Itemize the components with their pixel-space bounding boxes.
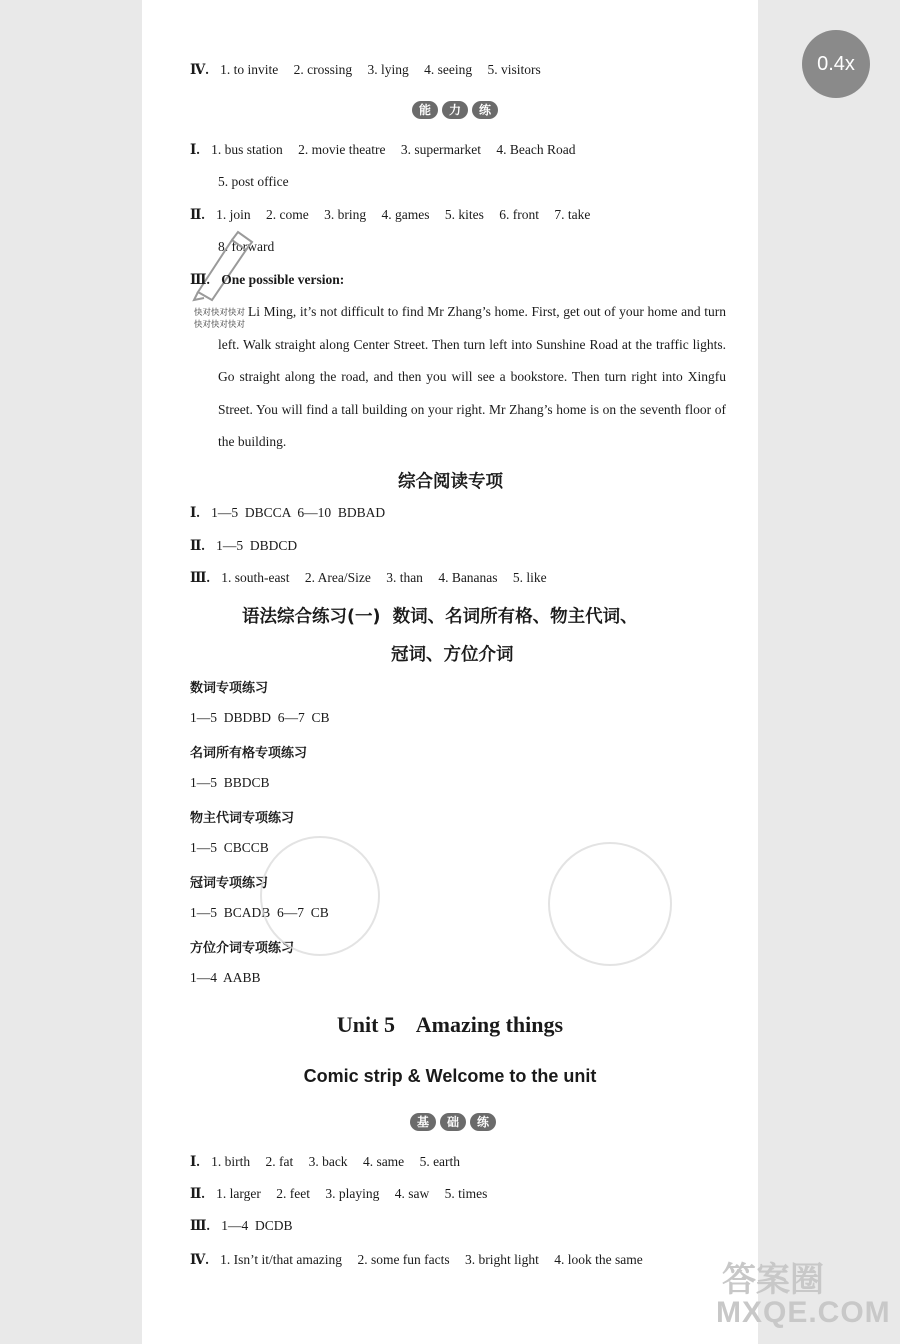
- section-title: 方位介词专项练习: [190, 941, 295, 956]
- version-label: One possible version:: [221, 272, 345, 287]
- answer-item: 1. south-east: [221, 570, 290, 585]
- roman-numeral: Ⅰ.: [190, 1154, 200, 1169]
- answer-item: 1. birth: [211, 1154, 251, 1169]
- answer-item: 4. look the same: [554, 1252, 643, 1267]
- answer-line-i-cont: 5. post office: [218, 174, 289, 189]
- badge-char: 基: [410, 1113, 436, 1131]
- answer-item: 2. crossing: [293, 62, 353, 77]
- answer-item: 3. bring: [324, 207, 367, 222]
- paragraph-text: Li Ming, it’s not difficult to find Mr Zhang’s home. First, get out of your home and turn left. Walk straight along Center Street. Then turn left into Sunshine Road at the traffic lights. Go straight along the road, and then you will see a bookstore. Then turn right into Xingfu Street. You will find a tall building on your right. Mr Zhang’s home is on the seventh floor of the building.: [218, 304, 726, 450]
- section-answer: 1—5 BBDCB: [190, 775, 270, 790]
- answer-item: 4. Beach Road: [496, 142, 576, 157]
- section-answer: 1—5 DBDBD 6—7 CB: [190, 710, 330, 725]
- badge-char: 练: [472, 101, 498, 119]
- answer-line-ii: [190, 205, 590, 225]
- section-answer: 1—5 CBCCB: [190, 840, 269, 855]
- basic-practice-badge: [410, 1113, 496, 1131]
- answer-item: 2. some fun facts: [357, 1252, 450, 1267]
- stamp-watermark: [548, 842, 672, 966]
- roman-numeral: Ⅳ.: [190, 62, 209, 77]
- answer-line-ii-cont: 8. forward: [218, 239, 275, 254]
- roman-numeral: Ⅳ.: [190, 1252, 209, 1267]
- answer-item: 1. bus station: [211, 142, 283, 157]
- answer-item: 7. take: [554, 207, 591, 222]
- answer-item: 4. Bananas: [438, 570, 498, 585]
- answer-line-iv: [190, 60, 541, 80]
- answer-item: 5. earth: [419, 1154, 461, 1169]
- roman-numeral: Ⅱ.: [190, 538, 205, 553]
- pencil-icon: [188, 226, 254, 302]
- roman-numeral: Ⅲ.: [190, 1218, 210, 1233]
- grammar-title-line-1: 语法综合练习(一) 数词、名词所有格、物主代词、: [242, 607, 638, 627]
- basic-line-i: [190, 1152, 460, 1172]
- answer-item: 1. Isn’t it/that amazing: [220, 1252, 343, 1267]
- answer-item: 3. back: [308, 1154, 348, 1169]
- basic-line-ii: [190, 1184, 487, 1204]
- note-line: 快对快对快对: [194, 320, 246, 330]
- answer-item: 5. times: [444, 1186, 488, 1201]
- answer-item: 3. than: [386, 570, 423, 585]
- answer-item: 3. supermarket: [400, 142, 482, 157]
- badge-char: 能: [412, 101, 438, 119]
- reading-line-ii: [190, 536, 297, 556]
- answer-text: 1—5 DBDCD: [216, 538, 298, 553]
- comic-title: Comic strip & Welcome to the unit: [303, 1066, 597, 1086]
- answer-text: 1—5 DBCCA 6—10 BDBAD: [211, 505, 386, 520]
- section-title: 名词所有格专项练习: [190, 746, 308, 761]
- answer-text: 1—4 DCDB: [221, 1218, 293, 1233]
- answer-item: 2. feet: [276, 1186, 310, 1201]
- roman-numeral: Ⅰ.: [190, 505, 200, 520]
- answer-item: 4. seeing: [424, 62, 473, 77]
- document-page: [142, 0, 758, 1344]
- reading-section-title: 综合阅读专项: [398, 472, 503, 492]
- answer-item: 5. visitors: [487, 62, 541, 77]
- section-title: 物主代词专项练习: [190, 811, 295, 826]
- site-watermark-url: MXQE.COM: [716, 1296, 891, 1329]
- answer-item: 5. like: [512, 570, 547, 585]
- answer-item: 1. larger: [216, 1186, 261, 1201]
- stamp-watermark: [260, 836, 380, 956]
- answer-item: 2. movie theatre: [298, 142, 386, 157]
- unit-title: Unit 5 Amazing things: [336, 1012, 564, 1037]
- answer-item: 3. lying: [367, 62, 409, 77]
- badge-char: 练: [470, 1113, 496, 1131]
- roman-numeral: Ⅲ.: [190, 570, 210, 585]
- basic-line-iv: [190, 1250, 643, 1270]
- answer-item: 3. bright light: [465, 1252, 539, 1267]
- roman-numeral: Ⅲ.: [190, 272, 210, 287]
- answer-item: 4. games: [381, 207, 430, 222]
- answer-item: 2. fat: [265, 1154, 294, 1169]
- answer-item: 1. to invite: [220, 62, 279, 77]
- answer-item: 5. kites: [444, 207, 484, 222]
- answer-item: 6. front: [499, 207, 540, 222]
- roman-numeral: Ⅱ.: [190, 207, 205, 222]
- badge-char: 础: [440, 1113, 466, 1131]
- answer-item: 4. saw: [394, 1186, 430, 1201]
- section-answer: 1—4 AABB: [190, 970, 261, 985]
- ability-practice-badge: [412, 101, 498, 119]
- answer-line-i: [190, 140, 576, 160]
- roman-numeral: Ⅰ.: [190, 142, 200, 157]
- answer-line-iii: [190, 270, 344, 290]
- zoom-indicator[interactable]: 0.4x: [802, 30, 870, 98]
- reading-line-i: [190, 503, 385, 523]
- sample-paragraph: [218, 296, 726, 459]
- grammar-title-line-2: 冠词、方位介词: [391, 645, 514, 665]
- answer-item: 2. come: [266, 207, 309, 222]
- answer-item: 1. join: [216, 207, 251, 222]
- answer-item: 4. same: [362, 1154, 405, 1169]
- roman-numeral: Ⅱ.: [190, 1186, 205, 1201]
- badge-char: 力: [442, 101, 468, 119]
- section-title: 冠词专项练习: [190, 876, 269, 891]
- reading-line-iii: [190, 568, 547, 588]
- note-line: 快对快对快对: [194, 308, 246, 318]
- site-watermark: 答案圈: [722, 1260, 824, 1300]
- basic-line-iii: [190, 1216, 292, 1236]
- answer-item: 2. Area/Size: [304, 570, 371, 585]
- section-answer: 1—5 BCADB 6—7 CB: [190, 905, 329, 920]
- answer-item: 3. playing: [325, 1186, 380, 1201]
- section-title: 数词专项练习: [190, 681, 269, 696]
